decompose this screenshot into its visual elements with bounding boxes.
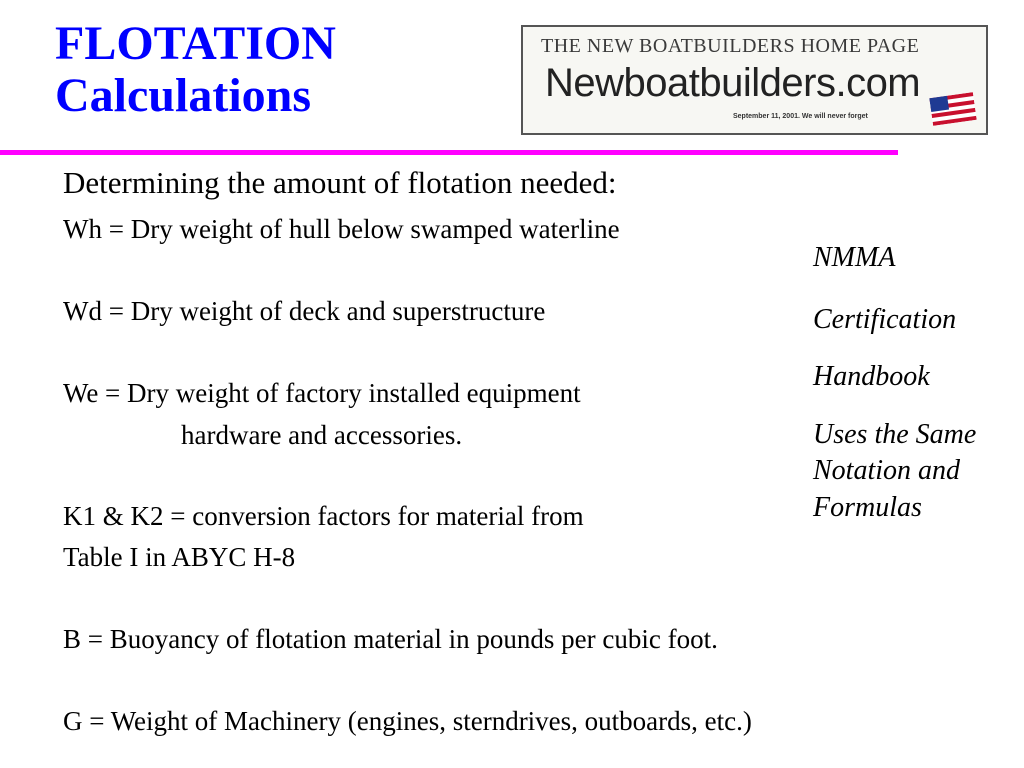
side-note-line-2: Certification [813, 304, 957, 335]
page-title [55, 18, 336, 122]
side-note-line-1: NMMA [813, 242, 896, 273]
content-heading: Determining the amount of flotation needed: [63, 165, 617, 200]
definition-wh: Wh = Dry weight of hull below swamped waterline [63, 214, 620, 244]
logo-tagline: September 11, 2001. We will never forget [733, 113, 868, 120]
side-note-line-3: Handbook [813, 361, 930, 392]
definition-k-continued: Table I in ABYC H-8 [63, 542, 296, 572]
newboatbuilders-logo [521, 25, 988, 135]
side-note-line-5: Notation and [813, 455, 961, 486]
definition-b: B = Buoyancy of flotation material in pounds per cubic foot. [63, 624, 718, 654]
side-note-line-6: Formulas [813, 492, 922, 523]
logo-site-name: Newboatbuilders.com [545, 61, 921, 105]
title-line-1: FLOTATION [55, 17, 336, 70]
us-flag-icon [929, 92, 976, 126]
definition-we-continued: hardware and accessories. [181, 420, 463, 450]
logo-header-text: THE NEW BOATBUILDERS HOME PAGE [541, 35, 920, 57]
divider-rule [0, 150, 898, 155]
definition-g: G = Weight of Machinery (engines, sterndrives, outboards, etc.) [63, 706, 752, 736]
definition-we: We = Dry weight of factory installed equipment [63, 378, 581, 408]
title-line-2: Calculations [55, 69, 312, 122]
definition-wd: Wd = Dry weight of deck and superstructure [63, 296, 546, 326]
definition-k: K1 & K2 = conversion factors for material from [63, 501, 584, 531]
side-note-line-4: Uses the Same [813, 419, 977, 450]
